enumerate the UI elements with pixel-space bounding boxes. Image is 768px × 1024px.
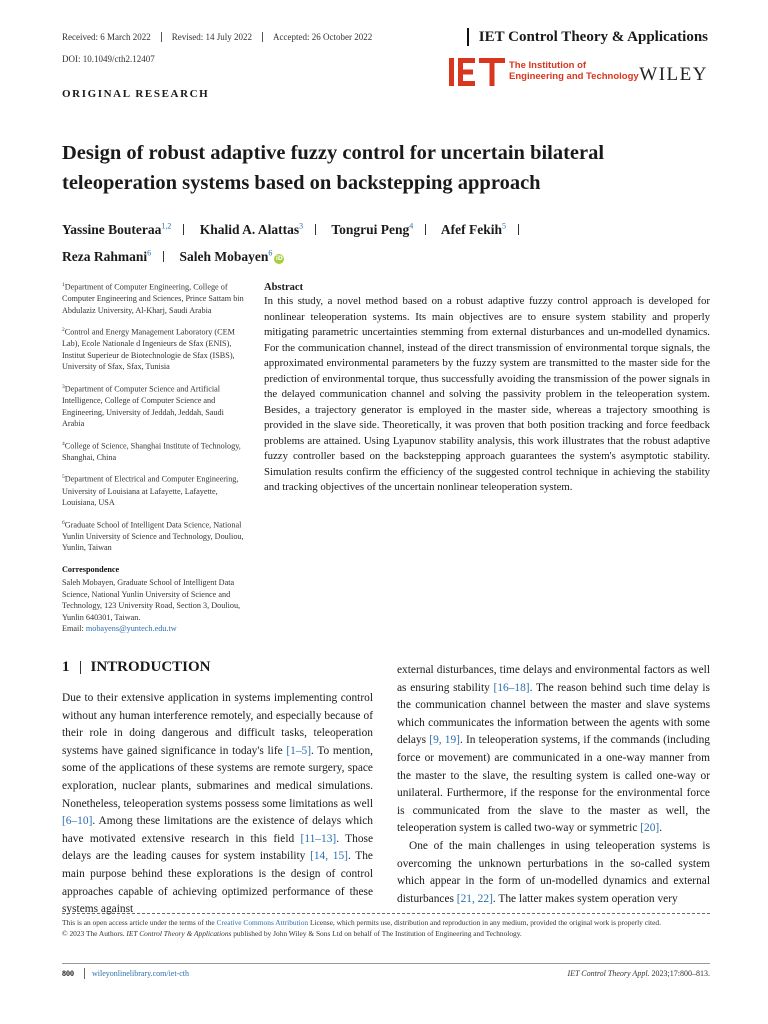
- iet-line-2: Engineering and Technology: [509, 71, 639, 82]
- affiliation-number: 6: [62, 519, 65, 526]
- affiliation: [62, 382, 247, 430]
- affiliation-number: 3: [62, 383, 65, 390]
- copyright-post: published by John Wiley & Sons Ltd on behalf of The Institution of Engineering and Technology.: [231, 929, 522, 938]
- affiliation-ref[interactable]: 6: [147, 248, 152, 258]
- affiliation-text: Control and Energy Management Laboratory (CEM Lab), Ecole Nationale d Ingenieurs de Sfax (ENIS), Institut Superieur de Biotechnologie de Sfax (ISBS), University of Sfax, Sfax, Tunisia: [62, 327, 235, 372]
- license-text: [62, 917, 710, 928]
- author-name[interactable]: [180, 249, 285, 264]
- citation-link[interactable]: [11–13]: [300, 832, 337, 845]
- affiliation-text: College of Science, Shanghai Institute of Technology, Shanghai, China: [62, 441, 241, 462]
- page-number: 800: [62, 969, 74, 978]
- author-divider: [183, 224, 184, 235]
- author-name-text: Afef Fekih: [440, 221, 502, 237]
- body-text: One of the main challenges in using teleoperation systems is overcoming the unknown perturbations in the so-called system which appear in the form of un-modelled dynamics and external disturbances: [397, 839, 710, 905]
- abstract: [264, 282, 710, 496]
- affiliation: [62, 280, 247, 316]
- affiliation-number: 4: [62, 440, 65, 447]
- citation-link[interactable]: [14, 15]: [310, 850, 348, 863]
- author-name-text: Yassine Bouteraa: [62, 221, 162, 237]
- license-note: [62, 917, 710, 939]
- body-text: . To mention, some of the applications of these systems are remote surgery, space exploration, nuclear plants, submarines and medical simulations. Nonetheless, teleoperation systems possess some limitations as well: [62, 744, 374, 810]
- affiliation: [62, 439, 247, 464]
- citation: [567, 969, 710, 978]
- copyright-journal: IET Control Theory & Applications: [126, 929, 232, 938]
- article-type: ORIGINAL RESEARCH: [62, 88, 210, 100]
- page-footer-divider: [62, 963, 710, 964]
- affiliation: [62, 518, 247, 554]
- affiliation-text: Graduate School of Intelligent Data Science, National Yunlin University of Science and Technology, Douliou, Yunlin, Taiwan: [62, 520, 244, 553]
- author-name-text: Reza Rahmani: [62, 249, 148, 264]
- author-name-text: Saleh Mobayen: [179, 249, 269, 264]
- wiley-logo[interactable]: WILEY: [639, 64, 708, 85]
- body-text: external disturbances, time delays and environmental factors as well as ensuring stability: [397, 664, 710, 694]
- journal-name[interactable]: IET Control Theory & Applications: [467, 28, 708, 46]
- affiliation-ref[interactable]: 4: [409, 221, 414, 230]
- body-text: . Among these limitations are the existence of delays which have motivated extensive research in this field: [62, 815, 373, 845]
- affiliation-number: 2: [62, 327, 65, 334]
- intro-paragraph-1-cont: [397, 662, 710, 838]
- affiliation-number: 1: [62, 282, 65, 288]
- citation-link[interactable]: [6–10]: [62, 815, 93, 828]
- article-dates: [62, 32, 382, 42]
- affiliation-text: Department of Computer Science and Artificial Intelligence, College of Computer Science and Engineering, University of Jeddah, Jeddah, Saudi Arabia: [62, 384, 224, 429]
- orcid-icon[interactable]: iD: [275, 255, 283, 262]
- affiliation-ref[interactable]: 5: [501, 221, 506, 230]
- revised-date: Revised: 14 July 2022: [161, 32, 262, 42]
- author-divider: [315, 224, 316, 235]
- citation-link[interactable]: [21, 22]: [456, 892, 493, 905]
- affiliation-ref[interactable]: 6: [268, 248, 273, 258]
- body-text: . In teleoperation systems, if the commands (including force or movement) are communicated in a one-way manner from the master to the slave, the resulting system is called one-way or unilateral. Furthermore, if the response for the environmental force is communicated from the slave to the master as well, the teleoperation system is called two-way or symmetric: [397, 734, 710, 835]
- body-column-left: [62, 690, 373, 919]
- license-post: License, which permits use, distribution and reproduction in any medium, provided the original work is properly cited.: [308, 918, 661, 927]
- body-text: . The main purpose behind these explorations is the design of control approaches capable of achieving optimized performance of these systems against: [62, 850, 373, 916]
- citation-link[interactable]: [16–18]: [493, 681, 530, 694]
- journal-site-link[interactable]: wileyonlinelibrary.com/iet-cth: [92, 969, 190, 978]
- citation-link[interactable]: [20]: [640, 822, 660, 835]
- correspondence-text: [62, 577, 247, 635]
- abstract-body: In this study, a novel method based on a robust adaptive fuzzy control approach is developed for nonlinear teleoperation systems. Its main objectives are to ensure system stability and properly mitigating parametric uncertainties stemming from external disturbances and un-modelled dynamics. For the communication channel, instead of the direct transmission of environmental torque signals, the approximated environmental parameters by the fuzzy system are transmitted to the master side for the prediction of environmental torque, thus successfully avoiding the transmission of the power signals in the delayed communication channel and solving the passivity problem in the teleoperation system. Besides, a trajectory generator is employed in the master side, whereas a trajectory smoothing is provided in the slave side. Theoretically, it was proven that both position tracking and force feedback problems are attained. Using Lyapunov stability analysis, this work illustrates that the robust adaptive fuzzy controller based on the backstepping approach guarantees the system's asymptotic stability. Simulation results confirm the efficiency of the suggested control technique in achieving the stability and tracking objectives of the uncertain nonlinear teleoperation system.: [264, 295, 710, 493]
- abstract-title: Abstract: [264, 282, 304, 293]
- copyright-text: [62, 928, 710, 939]
- citation-journal: IET Control Theory Appl.: [567, 969, 650, 978]
- citation-link[interactable]: [9, 19]: [429, 734, 460, 747]
- author-name-text: Khalid A. Alattas: [199, 221, 300, 237]
- author-divider: [425, 224, 426, 235]
- correspondence-title: Correspondence: [62, 564, 120, 574]
- body-column-right: [397, 662, 710, 908]
- article-title: Design of robust adaptive fuzzy control for uncertain bilateral teleoperation systems based on backstepping approach: [62, 142, 605, 194]
- affiliations: [62, 280, 247, 635]
- section-title: INTRODUCTION: [90, 659, 211, 675]
- affiliation-number: 5: [62, 474, 65, 481]
- affiliation: [62, 325, 247, 373]
- iet-institution-name: [509, 60, 639, 82]
- license-pre: This is an open access article under the terms of the: [62, 918, 217, 927]
- author-name[interactable]: [441, 222, 506, 237]
- received-date: Received: 6 March 2022: [62, 32, 151, 42]
- section-heading: [62, 659, 211, 676]
- iet-line-1: The Institution of: [509, 60, 587, 71]
- body-text: Due to their extensive application in systems implementing control without any human interference remotely, and especially because of their role in doing dangerous and difficult tasks, teleoperation systems have gained significance in today's life: [62, 692, 373, 757]
- body-text: .: [659, 822, 663, 835]
- intro-paragraph-1: [62, 690, 373, 919]
- page-footer-separator: [84, 968, 85, 979]
- author-name[interactable]: [200, 222, 303, 237]
- author-divider: [163, 251, 164, 262]
- iet-logo-icon[interactable]: [449, 58, 509, 86]
- affiliation: [62, 472, 247, 508]
- accepted-date: Accepted: 26 October 2022: [262, 32, 382, 42]
- footer-divider: [62, 913, 710, 914]
- affiliation-text: Department of Computer Engineering, College of Computer Engineering and Sciences, Prince Sattam bin Abdulaziz University, Al-Kharj, Saudi Arabia: [62, 282, 244, 315]
- license-link[interactable]: Creative Commons Attribution: [216, 918, 309, 927]
- affiliation-ref[interactable]: 3: [299, 221, 304, 230]
- author-name[interactable]: [331, 222, 413, 237]
- affiliation-ref[interactable]: 1,2: [161, 221, 172, 230]
- section-number: 1: [62, 659, 70, 675]
- citation-link[interactable]: [1–5]: [286, 744, 312, 757]
- body-text: . The latter makes system operation very: [492, 892, 678, 905]
- email-link[interactable]: mobayens@yuntech.edu.tw: [85, 624, 177, 634]
- copyright-pre: © 2023 The Authors.: [62, 929, 127, 938]
- body-text: . The reason behind such time delay is the communication channel between the master and slave systems which communicates the information between the agents with some delays: [397, 681, 710, 747]
- author-divider: [518, 224, 519, 235]
- correspondence-address: Saleh Mobayen, Graduate School of Intelligent Data Science, National Yunlin University of Science and Technology, 123 University Road, Section 3, Douliou, Yunlin 640301, Taiwan.: [62, 578, 241, 622]
- intro-paragraph-2: [397, 838, 710, 908]
- author-name-text: Tongrui Peng: [331, 221, 410, 237]
- body-text: . Those delays are the leading causes for system instability: [62, 832, 374, 863]
- doi[interactable]: DOI: 10.1049/cth2.12407: [62, 54, 155, 64]
- author-name[interactable]: [62, 249, 151, 264]
- affiliation-text: Department of Electrical and Computer Engineering, University of Louisiana at Lafayette, Lafayette, Louisiana, USA: [62, 475, 239, 508]
- author-name[interactable]: [62, 222, 171, 237]
- citation-details: 2023;17:800–813.: [649, 969, 710, 978]
- heading-divider: [80, 661, 81, 674]
- author-list: [62, 214, 712, 269]
- email-label: Email:: [62, 624, 86, 634]
